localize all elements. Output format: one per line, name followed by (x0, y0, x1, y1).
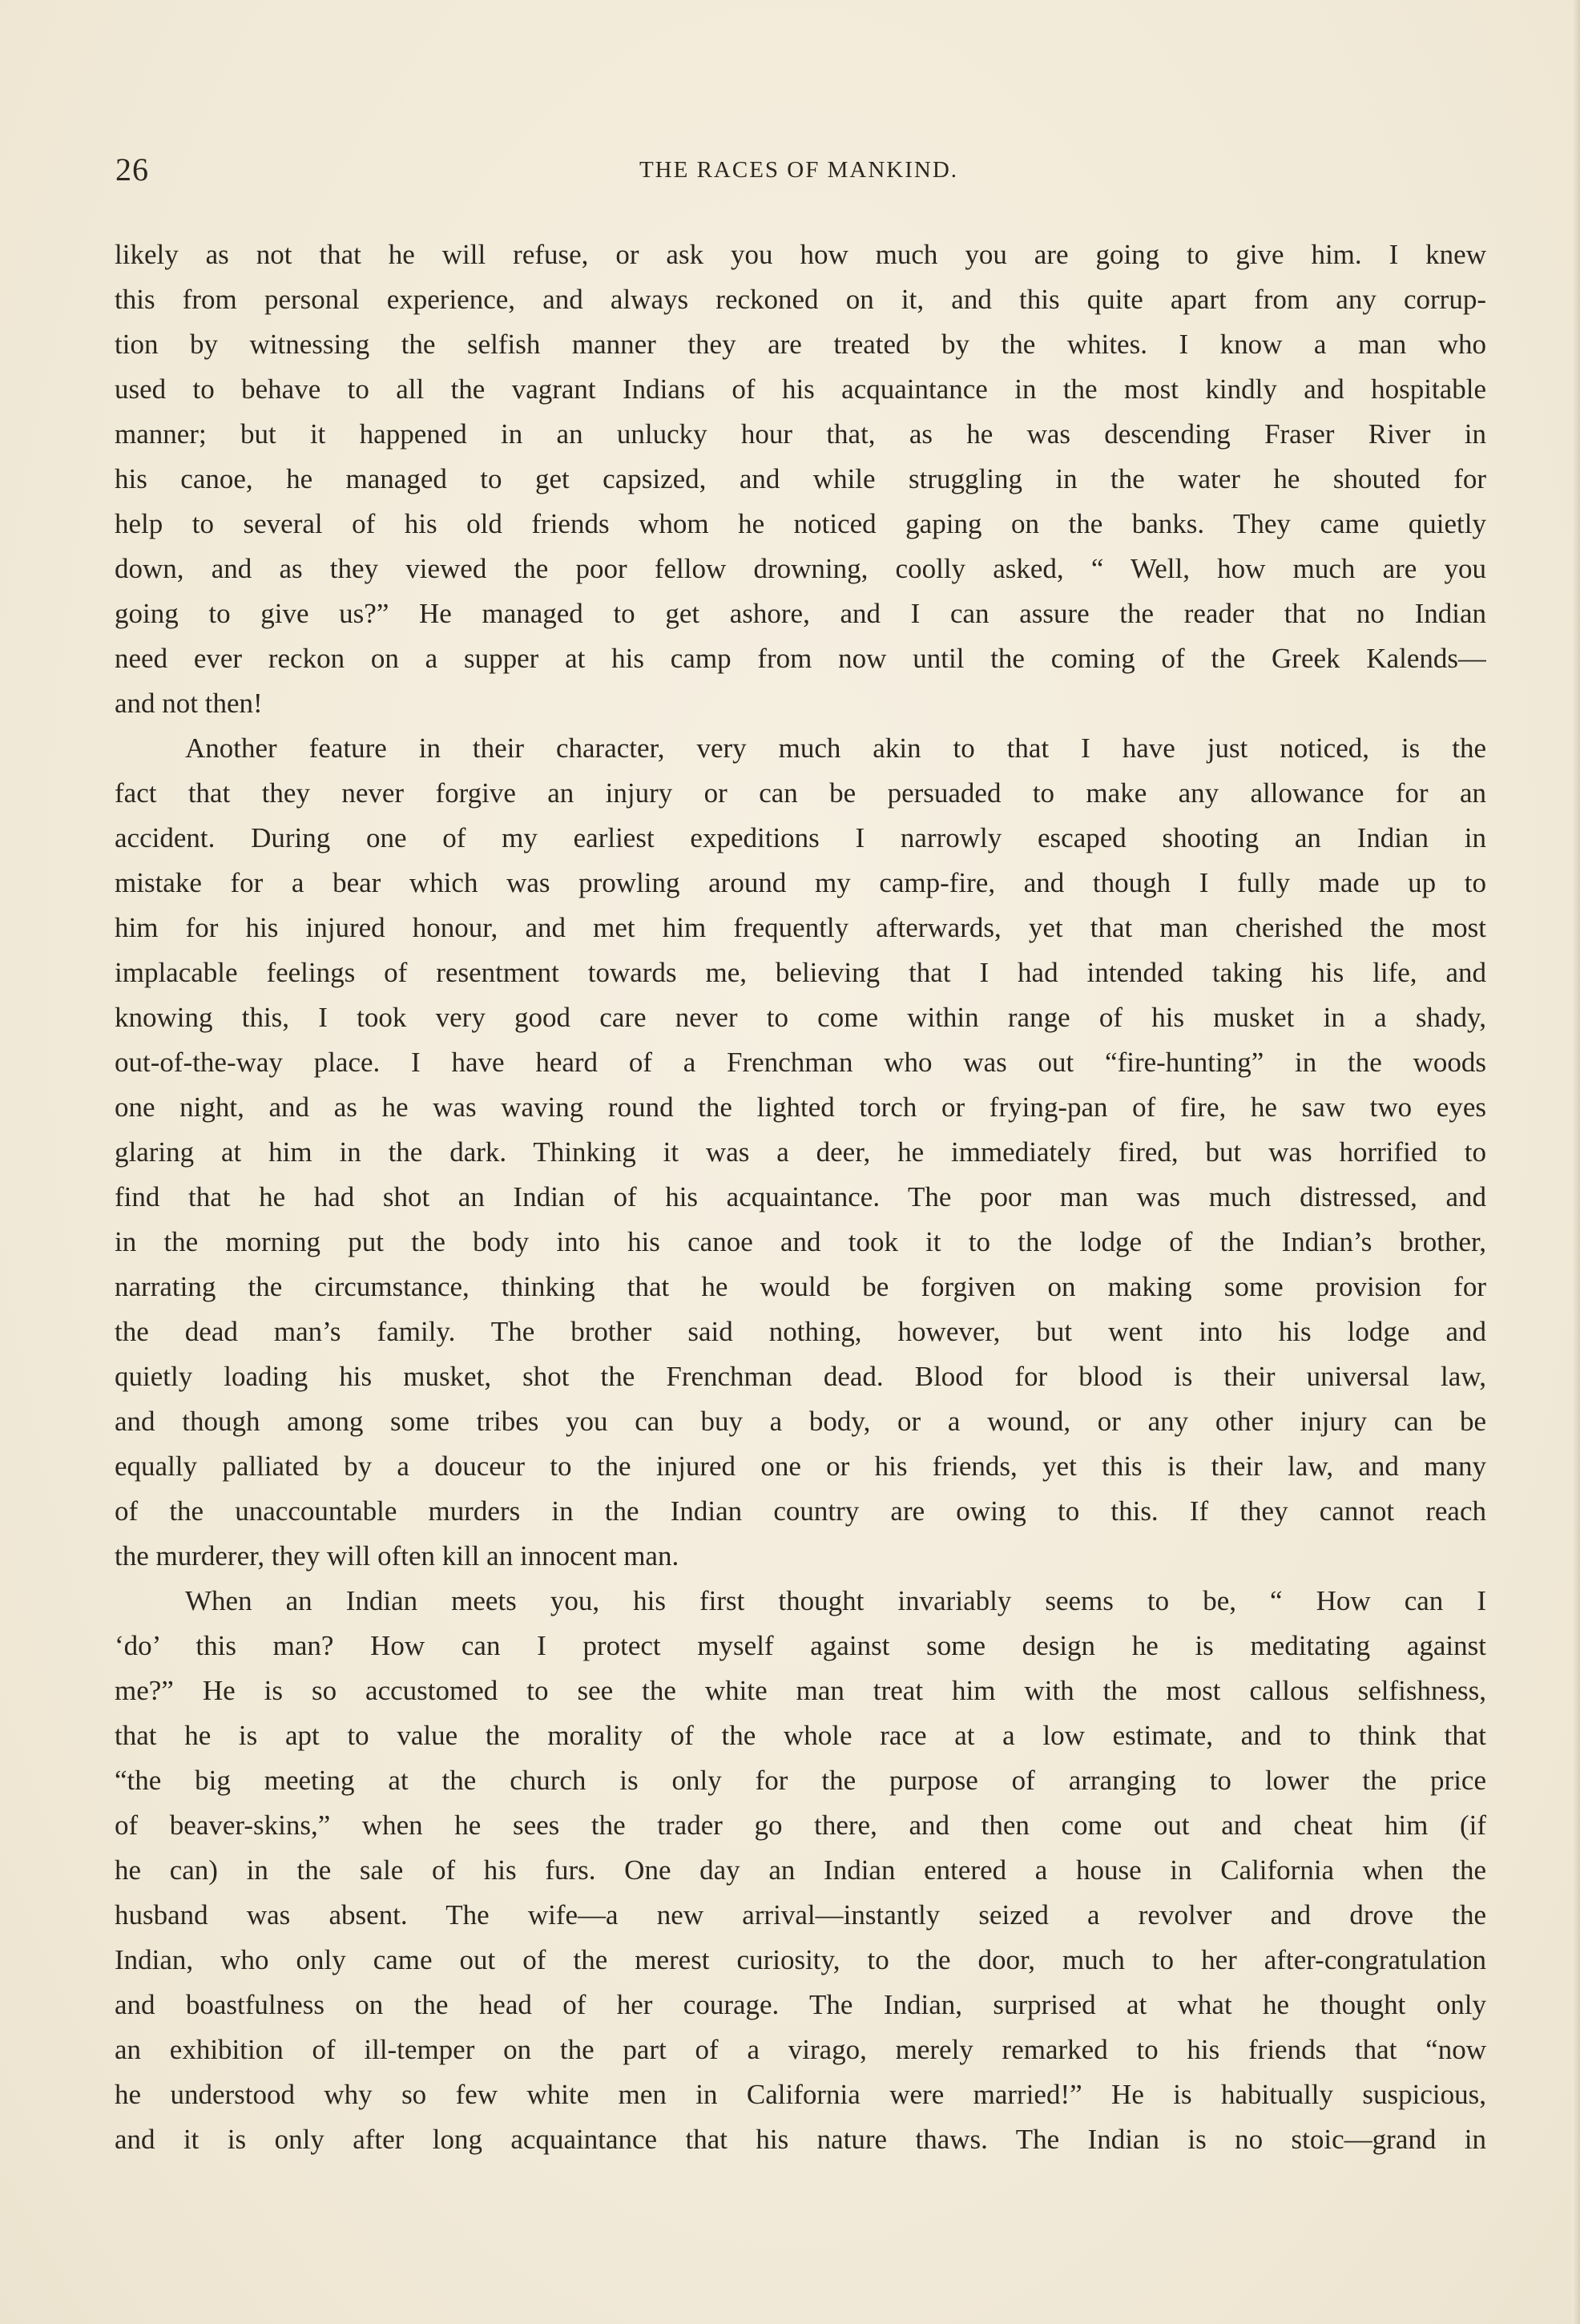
page-header (115, 151, 1482, 191)
text-line: ‘do’ this man? How can I protect myself against some design he is meditating against (115, 1630, 1486, 1661)
text-line: and boastfulness on the head of her courage. The Indian, surprised at what he thought only (115, 1989, 1486, 2020)
text-line: that he is apt to value the morality of the whole race at a low estimate, and to think that (115, 1720, 1486, 1751)
text-line: out-of-the-way place. I have heard of a Frenchman who was out “fire-hunting” in the woods (115, 1047, 1486, 1078)
text-line: manner; but it happened in an unlucky hour that, as he was descending Fraser River in (115, 418, 1486, 450)
text-line: likely as not that he will refuse, or ask you how much you are going to give him. I knew (115, 239, 1486, 270)
text-line: need ever reckon on a supper at his camp from now until the coming of the Greek Kalends— (115, 643, 1486, 674)
page-number: 26 (115, 151, 149, 188)
text-line: quietly loading his musket, shot the Frenchman dead. Blood for blood is their universal law, (115, 1361, 1486, 1392)
text-line: glaring at him in the dark. Thinking it was a deer, he immediately fired, but was horrified to (115, 1136, 1486, 1168)
text-line: help to several of his old friends whom he noticed gaping on the banks. They came quietly (115, 508, 1486, 539)
text-line: and though among some tribes you can buy a body, or a wound, or any other injury can be (115, 1406, 1486, 1437)
text-line: he understood why so few white men in California were married!” He is habitually suspicious, (115, 2079, 1486, 2110)
text-line: “the big meeting at the church is only for the purpose of arranging to lower the price (115, 1765, 1486, 1796)
text-line: in the morning put the body into his canoe and took it to the lodge of the Indian’s brother, (115, 1226, 1486, 1257)
text-line: going to give us?” He managed to get ashore, and I can assure the reader that no Indian (115, 598, 1486, 629)
text-line: him for his injured honour, and met him frequently afterwards, yet that man cherished the most (115, 912, 1486, 943)
text-line: his canoe, he managed to get capsized, and while struggling in the water he shouted for (115, 463, 1486, 494)
text-line: the murderer, they will often kill an innocent man. (115, 1540, 679, 1572)
text-line: of beaver-skins,” when he sees the trader go there, and then come out and cheat him (if (115, 1810, 1486, 1841)
text-line: and it is only after long acquaintance that his nature thaws. The Indian is no stoic—grand in (115, 2124, 1486, 2155)
text-line: used to behave to all the vagrant Indians of his acquaintance in the most kindly and hospitable (115, 373, 1486, 405)
text-line: this from personal experience, and always reckoned on it, and this quite apart from any corrup- (115, 284, 1486, 315)
text-line: fact that they never forgive an injury or can be persuaded to make any allowance for an (115, 777, 1486, 809)
text-line: Another feature in their character, very much akin to that I have just noticed, is the (185, 732, 1486, 764)
text-line: of the unaccountable murders in the Indian country are owing to this. If they cannot reach (115, 1495, 1486, 1527)
body-text (115, 232, 1486, 2162)
text-line: down, and as they viewed the poor fellow drowning, coolly asked, “ Well, how much are you (115, 553, 1486, 584)
text-line: the dead man’s family. The brother said nothing, however, but went into his lodge and (115, 1316, 1486, 1347)
text-line: Indian, who only came out of the merest curiosity, to the door, much to her after-congratulation (115, 1944, 1486, 1975)
text-line: mistake for a bear which was prowling around my camp-fire, and though I fully made up to (115, 867, 1486, 898)
running-head: THE RACES OF MANKIND. (639, 157, 959, 183)
text-line: When an Indian meets you, his first thought invariably seems to be, “ How can I (185, 1585, 1486, 1616)
text-line: me?” He is so accustomed to see the white man treat him with the most callous selfishness, (115, 1675, 1486, 1706)
text-line: narrating the circumstance, thinking that he would be forgiven on making some provision for (115, 1271, 1486, 1302)
text-line: and not then! (115, 688, 263, 719)
text-line: implacable feelings of resentment towards me, believing that I had intended taking his life, and (115, 957, 1486, 988)
page-edge (1572, 0, 1580, 2324)
text-line: he can) in the sale of his furs. One day an Indian entered a house in California when the (115, 1854, 1486, 1886)
text-line: equally palliated by a douceur to the injured one or his friends, yet this is their law, and many (115, 1450, 1486, 1482)
text-line: husband was absent. The wife—a new arrival—instantly seized a revolver and drove the (115, 1899, 1486, 1931)
text-line: an exhibition of ill-temper on the part of a virago, merely remarked to his friends that “now (115, 2034, 1486, 2065)
text-line: knowing this, I took very good care never to come within range of his musket in a shady, (115, 1002, 1486, 1033)
text-line: one night, and as he was waving round the lighted torch or frying-pan of fire, he saw two eyes (115, 1091, 1486, 1123)
text-line: accident. During one of my earliest expeditions I narrowly escaped shooting an Indian in (115, 822, 1486, 853)
text-line: find that he had shot an Indian of his acquaintance. The poor man was much distressed, and (115, 1181, 1486, 1212)
text-line: tion by witnessing the selfish manner they are treated by the whites. I know a man who (115, 329, 1486, 360)
